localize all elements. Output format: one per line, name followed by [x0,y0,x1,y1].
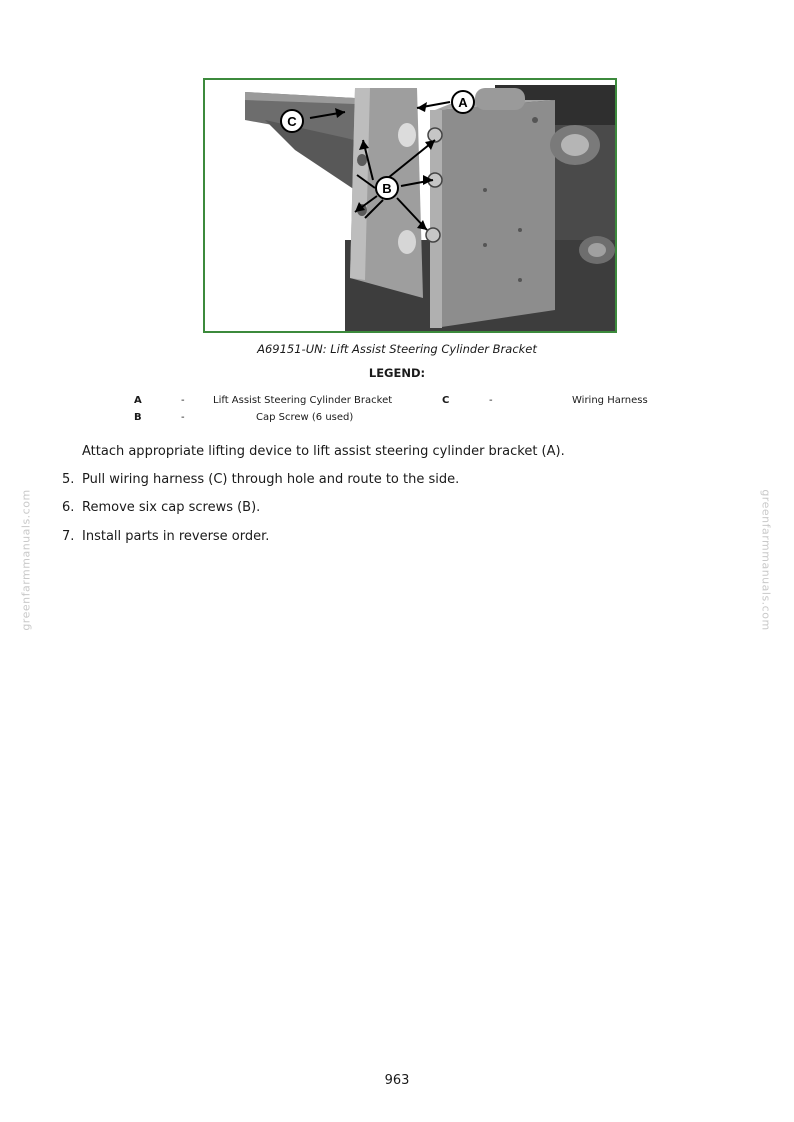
legend-title: LEGEND: [368,366,426,380]
callout-b [376,177,398,199]
legend-text-b: Cap Screw (6 used) [256,412,354,423]
svg-text:C: C [287,114,297,129]
step-text: Pull wiring harness (C) through hole and route to the side. [82,472,460,487]
figure-caption: A69151-UN: Lift Assist Steering Cylinder Bracket [257,342,537,356]
step-text: Install parts in reverse order. [82,529,270,544]
legend-key-c: C [442,395,450,406]
bracket-illustration [203,78,617,333]
legend-text-a: Lift Assist Steering Cylinder Bracket [213,395,393,406]
legend-dash: - [489,395,493,406]
step-item [62,472,460,487]
step-number: 5. [62,472,75,487]
step-text: Remove six cap screws (B). [82,500,261,515]
watermark-right: greenfarmmanuals.com [759,489,773,631]
legend-text-c: Wiring Harness [572,395,648,406]
step-text: Attach appropriate lifting device to lift assist steering cylinder bracket (A). [82,444,565,459]
step-item [62,500,261,515]
step-item [82,444,565,459]
step-number: 6. [62,500,75,515]
callout-a [452,91,474,113]
legend-dash: - [181,412,185,423]
legend-key-b: B [134,412,142,423]
legend-key-a: A [134,395,142,406]
step-number: 7. [62,529,75,544]
legend-dash: - [181,395,185,406]
watermark-left: greenfarmmanuals.com [19,489,33,631]
callout-c [281,110,303,132]
step-item [62,529,270,544]
svg-text:A: A [458,95,468,110]
page-number: 963 [384,1073,410,1088]
svg-text:B: B [382,181,392,196]
